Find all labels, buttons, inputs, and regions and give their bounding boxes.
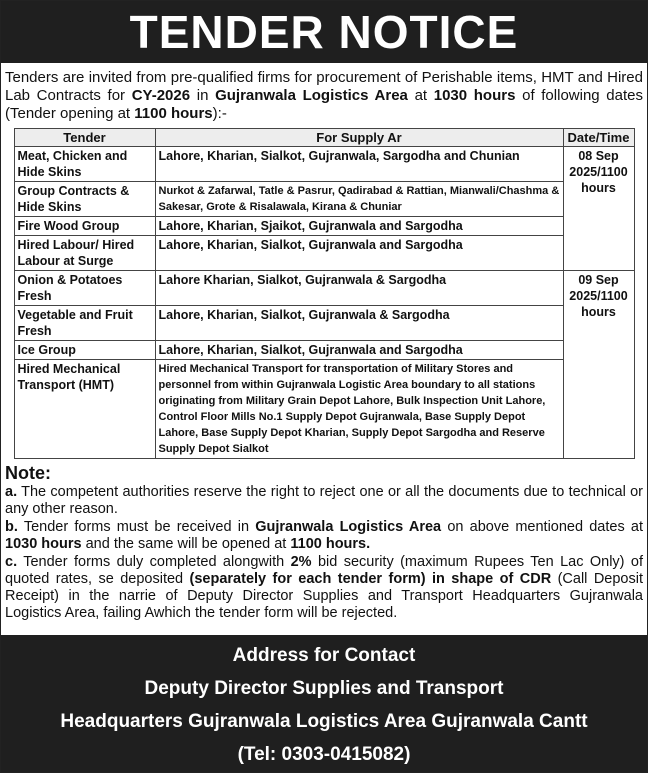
table-row (14, 147, 634, 182)
col-supply: For Supply Ar (155, 129, 563, 147)
table-row (14, 236, 634, 271)
note-text: Tender forms must be received in (17, 519, 256, 535)
intro-text: at (407, 87, 434, 104)
table-row (14, 360, 634, 459)
date1-unit: hours (581, 181, 616, 195)
supply-cell: Lahore, Kharian, Sialkot, Gujranwala and Sargodha (155, 341, 563, 360)
note-c (5, 554, 643, 622)
intro-time: 1030 hours (433, 87, 516, 104)
intro-text: of following dates (Tender opening at (5, 87, 643, 122)
date2-unit: hours (581, 305, 616, 319)
note-label: b. (5, 519, 18, 535)
note-text: Tender forms duly completed alongwith (17, 554, 291, 570)
tender-cell: Onion & Potatoes Fresh (14, 271, 155, 306)
supply-cell: Lahore, Kharian, Sialkot, Gujranwala and Sargodha (155, 236, 563, 271)
intro-text: in (190, 87, 216, 104)
supply-cell: Lahore Kharian, Sialkot, Gujranwala & Sargodha (155, 271, 563, 306)
note-text: (Call Deposit Receipt) in the narrie of Deputy Director Supplies and Transport Headquarters Gujranwala Logistics Area, failing Awhich the tender form will be rejected. (5, 571, 643, 621)
note-text: bid security (maximum Rupees Ten Lac Only) of quoted rates, se deposited (5, 554, 643, 587)
intro-opening: 1100 hours (134, 105, 213, 122)
note-bold: 1100 hours. (290, 536, 371, 552)
tender-cell: Vegetable and Fruit Fresh (14, 306, 155, 341)
date1-year: 2025/1100 (569, 165, 628, 179)
note-text: The competent authorities reserve the right to reject one or all the documents due to technical or any other reason. (5, 484, 643, 517)
supply-cell: Nurkot & Zafarwal, Tatle & Pasrur, Qadirabad & Rattian, Mianwali/Chashma & Sakesar, Grote & Risalawala, Kirana & Chuniar (155, 182, 563, 217)
supply-cell: Lahore, Kharian, Sialkot, Gujranwala & Sargodha (155, 306, 563, 341)
intro-text: Tenders are invited from pre-qualified firms for procurement of Perishable items, HMT and Hired Lab Contracts for (5, 69, 643, 104)
notice-title: TENDER NOTICE (1, 1, 647, 63)
contact-address: Headquarters Gujranwala Logistics Area Gujranwala Cantt (60, 711, 588, 732)
tender-cell: Hired Labour/ Hired Labour at Surge (14, 236, 155, 271)
date2-year: 2025/1100 (569, 289, 628, 303)
note-a (5, 484, 643, 518)
supply-cell: Hired Mechanical Transport for transportation of Military Stores and personnel from within Gujranwala Logistic Area boundary to all stations originating from Military Grain Depot Lahore, Bulk Inspection Unit Lahore, Control Floor Mills No.1 Supply Depot Gujranwala, Base Supply Depot Lahore, Base Supply Depot Kharian, Supply Depot Sargodha and Reserve Supply Depot Sialkot (155, 360, 563, 459)
date-cell-2 (563, 271, 634, 459)
table-header-row (14, 129, 634, 147)
contact-office: Deputy Director Supplies and Transport (144, 678, 504, 699)
notes-section (1, 459, 647, 622)
note-bold: (separately for each tender form) in shape of CDR (189, 571, 552, 587)
date-cell-1 (563, 147, 634, 271)
table-row (14, 306, 634, 341)
intro-cy: CY-2026 (131, 87, 191, 104)
table-row (14, 182, 634, 217)
note-label: a. (5, 484, 18, 500)
supply-cell: Lahore, Kharian, Sjaikot, Gujranwala and Sargodha (155, 217, 563, 236)
table-row (14, 341, 634, 360)
col-tender: Tender (14, 129, 155, 147)
note-bold: 1030 hours (5, 536, 82, 552)
contact-phone: (Tel: 0303-0415082) (237, 744, 411, 765)
note-text: and the same will be opened at (81, 536, 291, 552)
intro-paragraph (1, 63, 647, 125)
date2-day: 09 Sep (578, 273, 619, 287)
intro-text: ):- (212, 105, 227, 122)
supply-cell: Lahore, Kharian, Sialkot, Gujranwala, Sargodha and Chunian (155, 147, 563, 182)
note-bold: 2% (290, 554, 312, 570)
tender-cell: Meat, Chicken and Hide Skins (14, 147, 155, 182)
note-bold: Gujranwala Logistics Area (255, 519, 442, 535)
tender-cell: Ice Group (14, 341, 155, 360)
notes-title: Note: (5, 463, 51, 483)
tender-cell: Hired Mechanical Transport (HMT) (14, 360, 155, 459)
tender-table (14, 128, 635, 459)
date1-day: 08 Sep (578, 149, 619, 163)
table-row (14, 271, 634, 306)
tender-cell: Fire Wood Group (14, 217, 155, 236)
contact-footer (1, 635, 647, 772)
intro-area: Gujranwala Logistics Area (215, 87, 408, 104)
tender-cell: Group Contracts & Hide Skins (14, 182, 155, 217)
contact-heading: Address for Contact (232, 645, 416, 666)
col-date: Date/Time (563, 129, 634, 147)
note-label: c. (5, 554, 18, 570)
table-row (14, 217, 634, 236)
note-b (5, 519, 643, 553)
note-text: on above mentioned dates at (441, 519, 644, 535)
